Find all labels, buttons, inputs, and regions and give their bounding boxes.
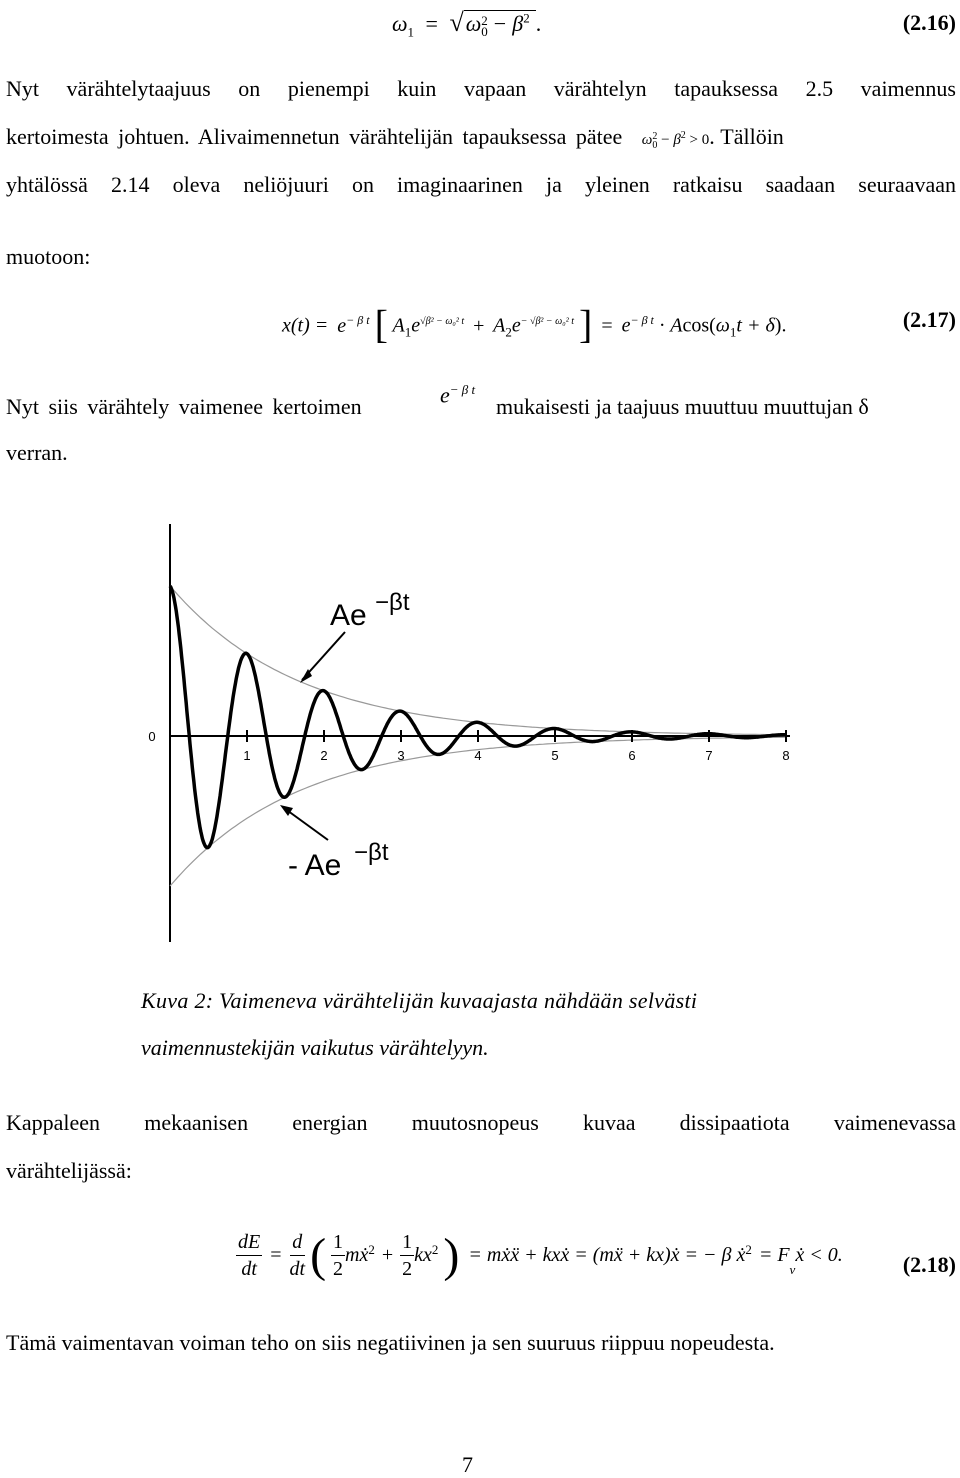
- lower-label-exp: −βt: [354, 839, 389, 866]
- x-tick-label-3: 3: [397, 748, 405, 763]
- eq216-lhs: ω: [392, 11, 408, 36]
- eq216-end: .: [535, 11, 542, 36]
- eq218-dt2: dt: [289, 1258, 306, 1280]
- left-bracket: [: [374, 301, 388, 347]
- x-tick-label-4: 4: [474, 748, 482, 763]
- lower-label-arrow: [284, 808, 328, 840]
- eq218-tail: = F: [758, 1244, 790, 1266]
- paragraph-4-line-1: Tämä vaimentavan voiman teho on siis negatiivinen ja sen suuruus riippuu nopeudesta.: [6, 1330, 775, 1355]
- paragraph-1-line-1: Nyt värähtelytaajuus on pienempi kuin vapaan värähtelyn tapauksessa 2.5 vaimennus: [6, 76, 956, 101]
- eq216-omega: ω: [465, 11, 482, 36]
- eq217-e3-exp: − √β² − ω₀² t: [520, 316, 574, 327]
- eq217-e1-exp: − β t: [346, 313, 370, 327]
- eq217-lhs: x(t) =: [282, 314, 329, 337]
- eq217-a1-sub: 1: [404, 324, 412, 340]
- equation-2-17: [282, 296, 787, 347]
- eq217-a1: A: [392, 314, 405, 337]
- eq218-dE: dE: [236, 1229, 262, 1256]
- eq217-e4-exp: − β t: [630, 313, 654, 327]
- eq218-dt1: dt: [241, 1258, 257, 1280]
- eq217-open-paren: (: [709, 314, 716, 337]
- eq218-close-paren: ): [443, 1229, 460, 1282]
- equation-number-2-18: (2.18): [902, 1252, 956, 1277]
- p1-inline-beta: β: [673, 132, 681, 148]
- p2-inline-exp: [440, 382, 475, 408]
- origin-label: 0: [148, 729, 156, 744]
- eq217-e2: e: [411, 314, 421, 337]
- equation-number-2-17: (2.17): [902, 307, 956, 332]
- eq218-half1-n: 1: [331, 1229, 345, 1256]
- eq218-fraction-half-2: [400, 1229, 414, 1282]
- eq216-beta: β: [512, 11, 524, 36]
- paragraph-1-line-2: [6, 124, 956, 150]
- eq217-e4: e: [621, 314, 631, 337]
- eq218-eq1: =: [270, 1244, 282, 1266]
- upper-envelope-label: [330, 589, 410, 632]
- paragraph-3-line-2: värähtelijässä:: [6, 1158, 132, 1183]
- eq218-open-paren: (: [310, 1229, 327, 1282]
- eq217-e2-exp: √β² − ω₀² t: [420, 316, 465, 327]
- x-tick-label-5: 5: [551, 748, 559, 763]
- eq216-beta-sup: 2: [523, 10, 530, 26]
- x-tick-label-8: 8: [782, 748, 790, 763]
- eq216-equals: =: [425, 11, 438, 36]
- eq218-fraction-dE-dt: [236, 1229, 262, 1282]
- p1-inline-omega-sub: 0: [652, 139, 658, 151]
- eq218-fraction-half-1: [331, 1229, 345, 1282]
- eq217-e1: e: [337, 314, 347, 337]
- paragraph-1-line-3: yhtälössä 2.14 oleva neliöjuuri on imaginaarinen ja yleinen ratkaisu saadaan seuraavaan: [6, 172, 956, 197]
- eq218-half1-d: 2: [333, 1258, 344, 1280]
- lower-envelope-label: [288, 839, 389, 882]
- damped-oscillation-figure: [130, 520, 810, 950]
- p1-inline-minus: −: [661, 132, 670, 148]
- eq218-kx: kx: [414, 1244, 432, 1266]
- eq218-rest-sup: 2: [745, 1242, 752, 1258]
- paragraph-2-line-1a: Nyt siis värähtely vaimenee kertoimen: [6, 394, 362, 419]
- equation-number-2-16: (2.16): [902, 10, 956, 35]
- eq218-plus1: +: [381, 1244, 394, 1266]
- paragraph-2-line-2: verran.: [6, 440, 68, 465]
- right-bracket: ]: [578, 301, 593, 347]
- eq217-omega: ω: [715, 314, 730, 337]
- x-tick-label-7: 7: [705, 748, 713, 763]
- x-tick-label-6: 6: [628, 748, 636, 763]
- paragraph-3-line-1: Kappaleen mekaanisen energian muutosnopeus kuvaa dissipaatiota vaimenevassa: [6, 1110, 956, 1135]
- eq216-minus: −: [493, 11, 507, 36]
- eq216-radicand: [464, 10, 536, 39]
- equation-2-18: [236, 1228, 843, 1298]
- lower-label-text: - Ae: [288, 849, 342, 882]
- eq218-rest: = mẋẍ + kxẋ = (mẍ + kx)ẋ = − β ẋ: [468, 1244, 746, 1266]
- eq218-half2-n: 1: [400, 1229, 414, 1256]
- eq217-end: .: [781, 314, 787, 337]
- page-number: 7: [462, 1452, 473, 1477]
- eq217-dot: ·: [658, 314, 666, 337]
- paragraph-2-line-1b: mukaisesti ja taajuus muuttuu muuttujan δ: [496, 394, 869, 419]
- eq218-tail-sub: v: [789, 1262, 796, 1278]
- equation-2-16: [392, 8, 541, 44]
- figure-caption-line-1: Kuva 2: Vaimeneva värähtelijän kuvaajasta nähdään selvästi: [141, 988, 698, 1013]
- upper-label-text: Ae: [330, 599, 367, 632]
- eq217-e3: e: [511, 314, 521, 337]
- eq218-tail2: ẋ < 0.: [795, 1244, 843, 1266]
- p1-line2-text: kertoimesta johtuen. Alivaimennetun värähtelijän tapauksessa pätee: [6, 124, 623, 149]
- upper-label-exp: −βt: [375, 589, 410, 616]
- eq217-plus: +: [473, 314, 485, 337]
- eq218-mx: mẋ: [345, 1244, 369, 1266]
- eq216-lhs-sub: 1: [407, 24, 415, 40]
- eq217-arg-rest: t + δ: [736, 314, 775, 337]
- eq217-a2: A: [493, 314, 506, 337]
- p1-line2-end: . Tällöin: [709, 124, 784, 149]
- eq216-omega-sup: 2: [481, 12, 488, 28]
- p1-inline-beta-sup: 2: [680, 130, 686, 141]
- eq217-close-paren: ): [774, 314, 782, 337]
- eq218-mx-sup: 2: [368, 1242, 375, 1258]
- eq216-omega-sub: 0: [481, 23, 488, 39]
- p1-inline-omega-sup: 2: [652, 130, 658, 142]
- paragraph-1-line-4: muotoon:: [6, 244, 91, 269]
- eq217-a2-sub: 2: [505, 324, 512, 340]
- p1-inline-omega: ω: [641, 132, 653, 148]
- eq217-equals: =: [601, 314, 613, 337]
- x-tick-label-1: 1: [243, 748, 251, 763]
- eq218-kx-sup: 2: [431, 1242, 439, 1258]
- p2-e: e: [440, 382, 450, 408]
- eq218-d: d: [290, 1229, 306, 1256]
- eq218-half2-d: 2: [402, 1258, 413, 1280]
- sqrt-symbol: √: [449, 8, 464, 37]
- p1-inline-math: [641, 130, 710, 151]
- p1-inline-gt: > 0: [689, 132, 710, 148]
- eq218-fraction-d-dt: [290, 1229, 306, 1282]
- eq217-amp: A: [670, 314, 683, 337]
- p2-e-exp: − β t: [449, 382, 476, 397]
- x-tick-label-2: 2: [320, 748, 328, 763]
- eq217-omega-sub: 1: [729, 324, 737, 340]
- eq217-cos: cos: [682, 314, 710, 337]
- figure-caption-line-2: vaimennustekijän vaikutus värähtelyyn.: [141, 1035, 489, 1060]
